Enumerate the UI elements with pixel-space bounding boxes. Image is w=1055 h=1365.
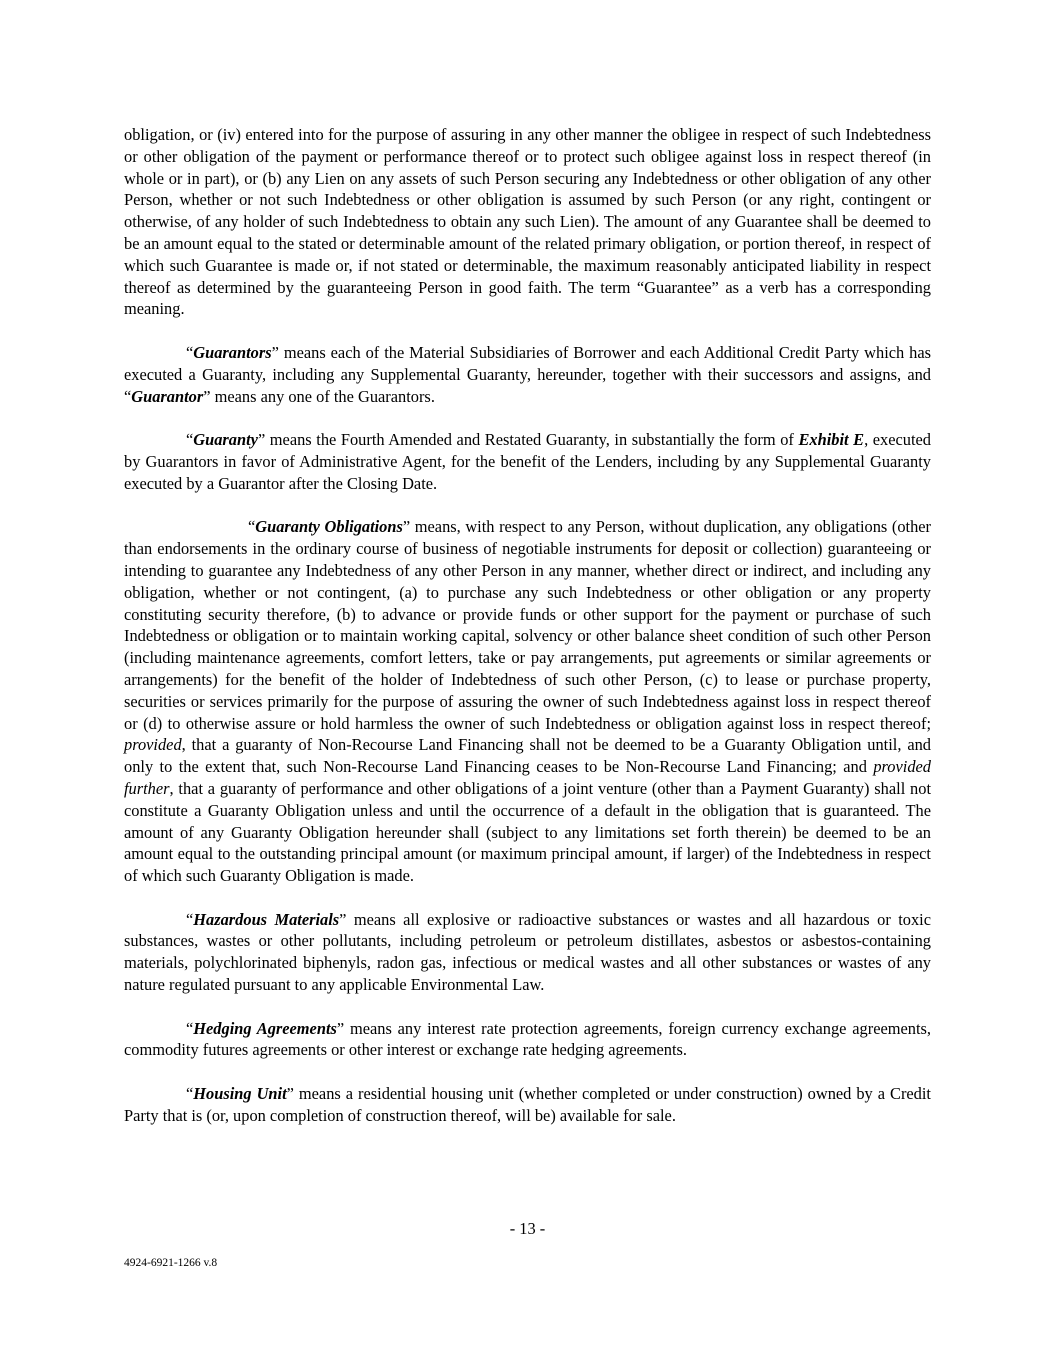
paragraph-text: obligation, or (iv) entered into for the purpose of assuring in any other manner the obligee in respect of such Indebtedness or other obligation of the payment or performance thereof or to protect such obligee against loss in respect thereof (in whole or in part), or (b) any Lien on any assets of such Person securing any Indebtedness or other obligation of any other Person, whether or not such Indebtedness or other obligation is assumed by such Person (or any right, contingent or otherwise, of any holder of such Indebtedness to obtain any such Lien). The amount of any Guarantee shall be deemed to be an amount equal to the stated or determinable amount of the related primary obligation, or portion thereof, in respect of which such Guarantee is made or, if not stated or determinable, the maximum reasonably anticipated liability in respect thereof as determined by the guaranteeing Person in good faith. The term “Guarantee” as a verb has a corresponding meaning. bbox=[124, 125, 931, 319]
definition-text: ” means a residential housing unit (whether completed or under construction) owned by a Credit Party that is (or, upon completion of construction thereof, will be) available for sale. bbox=[124, 1084, 931, 1125]
provided-further-italic: provided further bbox=[124, 757, 931, 798]
defined-term: Hazardous Materials bbox=[193, 909, 340, 929]
definition-guarantors bbox=[124, 342, 931, 407]
open-quote: “ bbox=[186, 909, 194, 929]
definition-hazardous-materials bbox=[124, 909, 931, 996]
defined-term: Housing Unit bbox=[193, 1084, 287, 1104]
open-quote: “ bbox=[186, 1084, 194, 1104]
page-number: - 13 - bbox=[509, 1219, 546, 1238]
exhibit-reference: Exhibit E bbox=[798, 430, 865, 450]
definition-text-end: , executed by Guarantors in favor of Administrative Agent, for the benefit of the Lenders, including by any Supplemental Guaranty executed by a Guarantor after the Closing Date. bbox=[124, 430, 931, 493]
document-id: 4924-6921-1266 v.8 bbox=[124, 1257, 218, 1269]
paragraph-guarantee-continuation bbox=[124, 124, 931, 320]
open-quote: “ bbox=[248, 517, 256, 537]
definition-text-middle: , that a guaranty of Non-Recourse Land Financing shall not be deemed to be a Guaranty Obligation until, and only to the extent that, such Non-Recourse Land Financing ceases to be Non-Recourse Land Financing; and bbox=[124, 735, 931, 777]
defined-term: Hedging Agreements bbox=[193, 1018, 337, 1038]
defined-term: Guaranty Obligations bbox=[255, 517, 403, 537]
definition-text: ” means, with respect to any Person, without duplication, any obligations (other than endorsements in the ordinary course of business of negotiable instruments for deposit or collection) guaranteeing or intending to guarantee any Indebtedness of any other Person in any manner, whether direct or indirect, and including any obligation, whether or not contingent, (a) to purchase any such Indebtedness or other obligation or any property constituting security therefore, (b) to advance or provide funds or other support for the payment or purchase of such Indebtedness or obligation or to maintain working capital, solvency or other balance sheet condition of such other Person (including maintenance agreements, comfort letters, take or pay arrangements, put agreements or similar agreements or arrangements) for the benefit of the holder of Indebtedness of such other Person, (c) to lease or purchase property, securities or services primarily for the purpose of assuring the owner of such Indebtedness against loss in respect thereof or (d) to otherwise assure or hold harmless the owner of such Indebtedness or obligation against loss in respect thereof; bbox=[124, 517, 932, 733]
definition-guaranty bbox=[124, 429, 931, 494]
definition-text: ” means the Fourth Amended and Restated Guaranty, in substantially the form of bbox=[257, 430, 799, 450]
definition-text-end: ” means any one of the Guarantors. bbox=[203, 386, 435, 406]
document-body bbox=[124, 124, 931, 1148]
defined-term: Guaranty bbox=[193, 430, 258, 450]
definition-text-end: , that a guaranty of performance and other obligations of a joint venture (other than a Payment Guaranty) shall not constitute a Guaranty Obligation unless and until the occurrence of a default in the obligation that is guaranteed. The amount of any Guaranty Obligation hereunder shall (subject to any limitations set forth therein) be deemed to be an amount equal to the outstanding principal amount (or maximum principal amount, if larger) of the Indebtedness in respect of which such Guaranty Obligation is made. bbox=[124, 778, 931, 886]
defined-term-secondary: Guarantor bbox=[131, 386, 204, 406]
definition-text: ” means any interest rate protection agreements, foreign currency exchange agreements, commodity futures agreements or other interest or exchange rate hedging agreements. bbox=[124, 1018, 931, 1060]
open-quote: “ bbox=[186, 1018, 194, 1038]
definition-housing-unit bbox=[124, 1083, 931, 1127]
provided-italic: provided bbox=[124, 735, 182, 755]
open-quote: “ bbox=[186, 342, 194, 362]
defined-term: Guarantors bbox=[193, 342, 272, 362]
definition-text: ” means each of the Material Subsidiaries of Borrower and each Additional Credit Party which has executed a Guaranty, including any Supplemental Guaranty, hereunder, together with their successors and assigns, and “ bbox=[124, 342, 931, 406]
definition-guaranty-obligations bbox=[124, 516, 931, 887]
open-quote: “ bbox=[186, 430, 194, 450]
definition-hedging-agreements bbox=[124, 1018, 931, 1062]
definition-text: ” means all explosive or radioactive substances or wastes and all hazardous or toxic substances, wastes or other pollutants, including petroleum or petroleum distillates, asbestos or asbestos-containing materials, polychlorinated biphenyls, radon gas, infectious or medical wastes and all other substances or wastes of any nature regulated pursuant to any applicable Environmental Law. bbox=[124, 909, 931, 995]
